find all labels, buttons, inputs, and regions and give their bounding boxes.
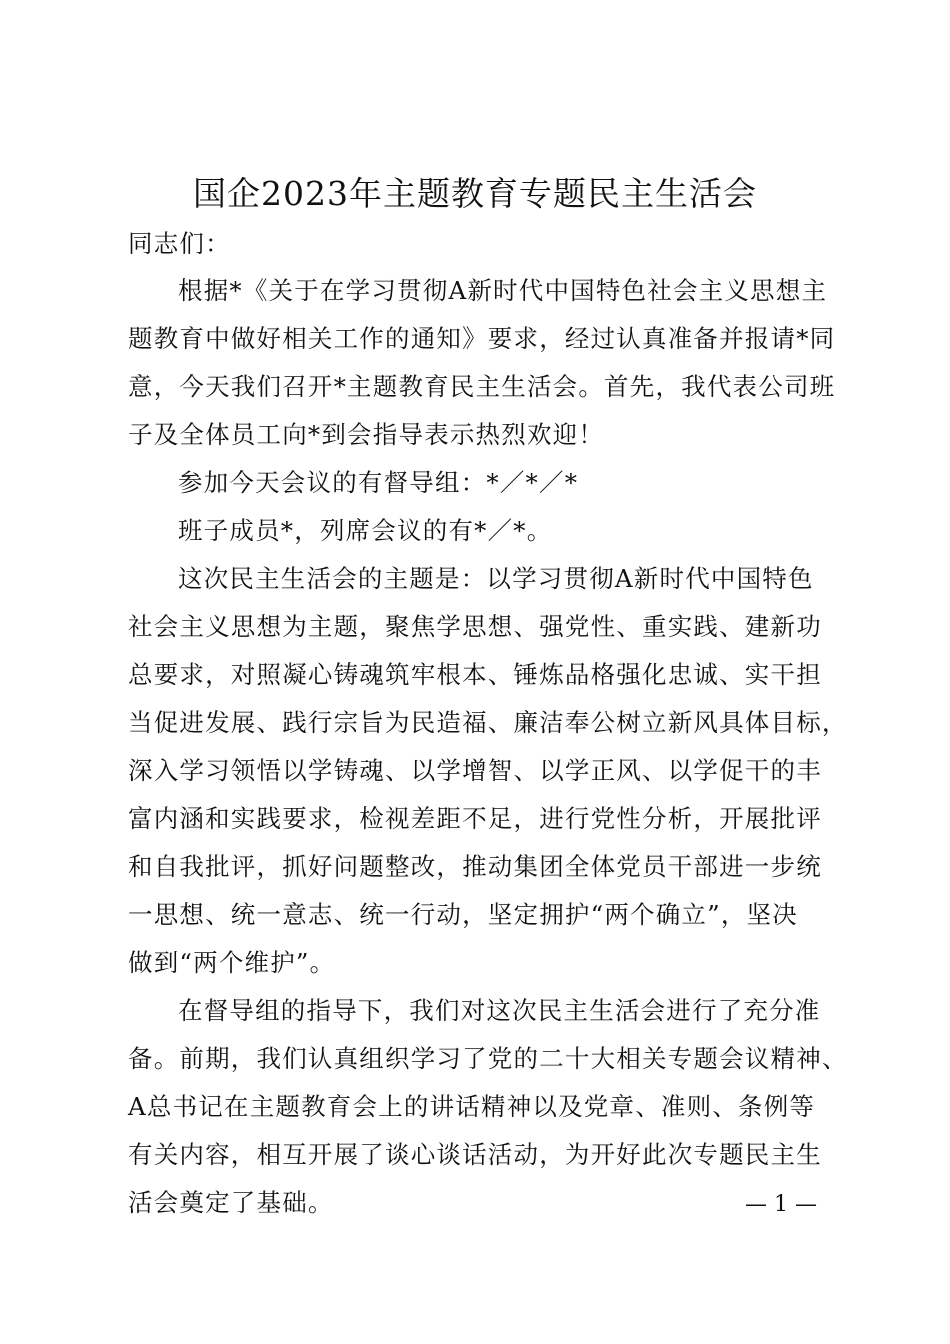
paragraph-line: 这次民主生活会的主题是：以学习贯彻A新时代中国特色: [178, 564, 814, 593]
paragraph-line: 在督导组的指导下，我们对这次民主生活会进行了充分准: [178, 996, 821, 1025]
paragraph-line: 总要求，对照凝心铸魂筑牢根本、锤炼品格强化忠诚、实干担: [128, 660, 822, 689]
paragraph-line: 和自我批评，抓好问题整改，推动集团全体党员干部进一步统: [128, 852, 822, 881]
paragraph-line: 深入学习领悟以学铸魂、以学增智、以学正风、以学促干的丰: [128, 756, 822, 785]
paragraph-line: 活会奠定了基础。: [128, 1188, 334, 1217]
paragraph-line: 参加今天会议的有督导组：*／*／*: [178, 468, 579, 497]
paragraph-line: 做到“两个维护”。: [128, 948, 336, 977]
paragraph-line: 一思想、统一意志、统一行动，坚定拥护“两个确立”，坚决: [128, 900, 798, 929]
paragraph-line: 有关内容，相互开展了谈心谈话活动，为开好此次专题民主生: [128, 1140, 822, 1169]
page-number: — 1 —: [745, 1192, 817, 1217]
paragraph-line: A总书记在主题教育会上的讲话精神以及党章、准则、条例等: [128, 1092, 816, 1121]
paragraph-line: 富内涵和实践要求，检视差距不足，进行党性分析，开展批评: [128, 804, 822, 833]
document-title: 国企2023年主题教育专题民主生活会: [193, 174, 757, 213]
paragraph-line: 社会主义思想为主题，聚焦学思想、强党性、重实践、建新功: [128, 612, 822, 641]
paragraph-line: 备。前期，我们认真组织学习了党的二十大相关专题会议精神、: [128, 1044, 848, 1073]
paragraph-line: 意，今天我们召开*主题教育民主生活会。首先，我代表公司班: [128, 372, 836, 401]
paragraph-line: 题教育中做好相关工作的通知》要求，经过认真准备并报请*同: [128, 324, 836, 353]
paragraph-line: 根据*《关于在学习贯彻A新时代中国特色社会主义思想主: [178, 276, 828, 305]
salutation: 同志们：: [128, 229, 231, 258]
paragraph-line: 班子成员*，列席会议的有*／*。: [178, 516, 553, 545]
paragraph-line: 当促进发展、践行宗旨为民造福、廉洁奉公树立新风具体目标，: [128, 708, 848, 737]
paragraph-line: 子及全体员工向*到会指导表示热烈欢迎！: [128, 420, 605, 449]
